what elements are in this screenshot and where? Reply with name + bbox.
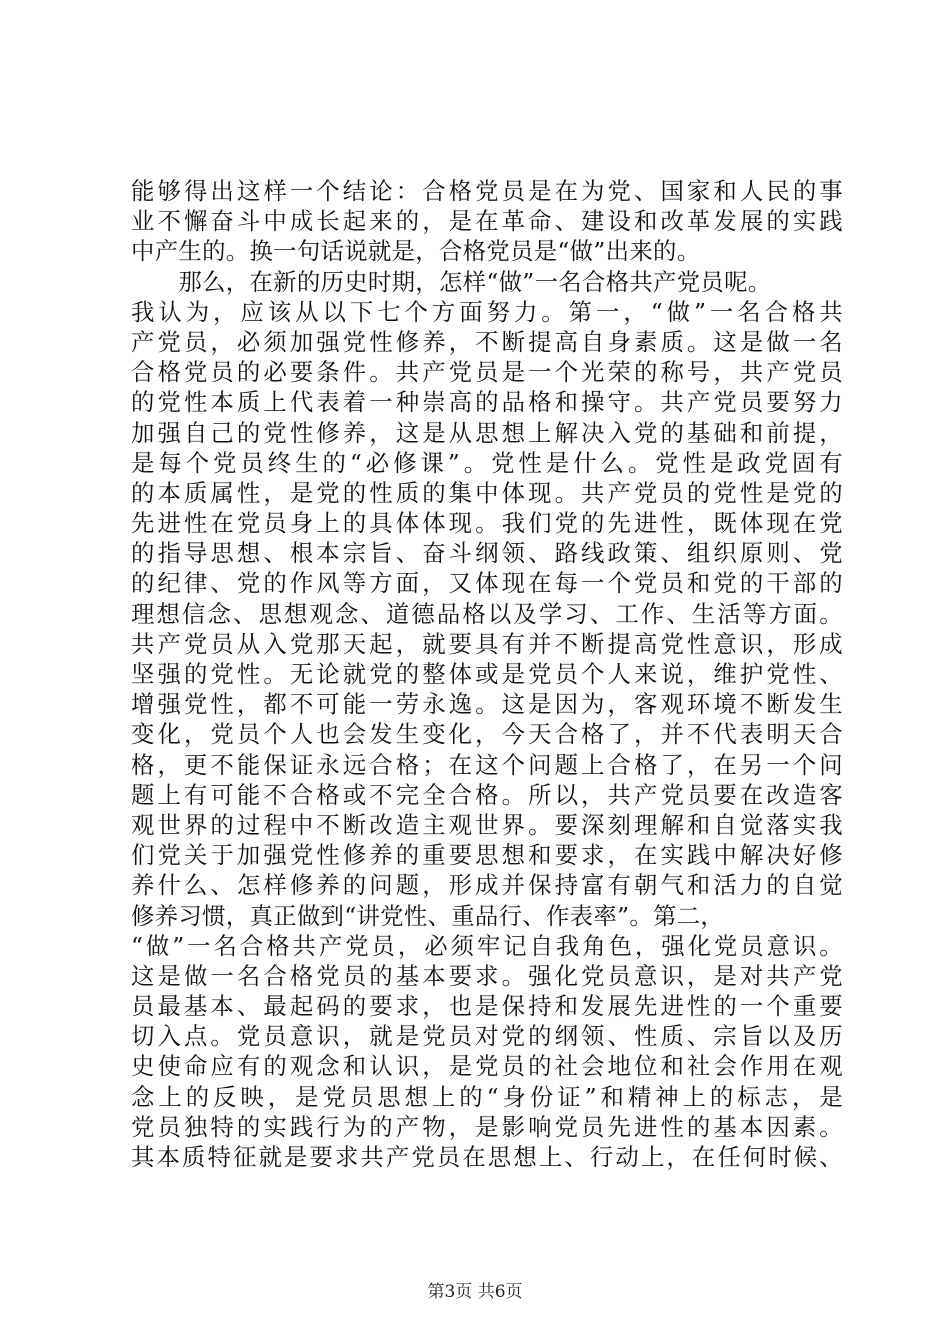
text-line: 党员独特的实践行为的产物，是影响党员先进性的基本因素。 xyxy=(131,1112,843,1141)
text-line: 合格党员的必要条件。共产党员是一个光荣的称号，共产党员 xyxy=(131,358,843,387)
text-line: 史使命应有的观念和认识，是党员的社会地位和社会作用在观 xyxy=(131,1052,843,1081)
text-line: 们党关于加强党性修养的重要思想和要求，在实践中解决好修 xyxy=(131,841,843,870)
text-line: 切入点。党员意识，就是党员对党的纲领、性质、宗旨以及历 xyxy=(131,1022,843,1051)
text-line: 格，更不能保证永远合格；在这个问题上合格了，在另一个问 xyxy=(131,750,843,779)
text-line: “做”一名合格共产党员，必须牢记自我角色，强化党员意识。 xyxy=(131,931,843,960)
text-line: 其本质特征就是要求共产党员在思想上、行动上，在任何时候、 xyxy=(131,1143,843,1171)
text-line: 业不懈奋斗中成长起来的，是在革命、建设和改革发展的实践 xyxy=(131,207,843,236)
text-line: 产党员，必须加强党性修养，不断提高自身素质。这是做一名 xyxy=(131,327,843,356)
text-line: 共产党员从入党那天起，就要具有并不断提高党性意识，形成 xyxy=(131,629,843,658)
text-line: 那么，在新的历史时期，怎样“做”一名合格共产党员呢。 xyxy=(131,267,772,296)
text-line: 变化，党员个人也会发生变化，今天合格了，并不代表明天合 xyxy=(131,720,843,749)
text-line: 先进性在党员身上的具体体现。我们党的先进性，既体现在党 xyxy=(131,509,843,538)
text-line: 加强自己的党性修养，这是从思想上解决入党的基础和前提， xyxy=(131,418,843,447)
text-line: 的党性本质上代表着一种崇高的品格和操守。共产党员要努力 xyxy=(131,388,843,417)
text-line: 理想信念、思想观念、道德品格以及学习、工作、生活等方面。 xyxy=(131,599,843,628)
text-line: 题上有可能不合格或不完全合格。所以，共产党员要在改造客 xyxy=(131,780,843,809)
text-line: 员最基本、最起码的要求，也是保持和发展先进性的一个重要 xyxy=(131,992,843,1021)
text-line: 这是做一名合格党员的基本要求。强化党员意识，是对共产党 xyxy=(131,961,843,990)
text-line: 修养习惯，真正做到“讲党性、重品行、作表率”。第二， xyxy=(131,901,725,930)
text-line: 念上的反映，是党员思想上的“身份证”和精神上的标志，是 xyxy=(131,1082,843,1111)
document-body xyxy=(131,176,843,1172)
text-line: 增强党性，都不可能一劳永逸。这是因为，客观环境不断发生 xyxy=(131,690,843,719)
text-line: 养什么、怎样修养的问题，形成并保持富有朝气和活力的自觉 xyxy=(131,871,843,900)
text-line: 的本质属性，是党的性质的集中体现。共产党员的党性是党的 xyxy=(131,478,843,507)
text-line: 是每个党员终生的“必修课”。党性是什么。党性是政党固有 xyxy=(131,448,843,477)
page-footer: 第3页 共6页 xyxy=(427,1282,523,1302)
text-line: 中产生的。换一句话说就是，合格党员是“做”出来的。 xyxy=(131,237,701,266)
text-line: 我认为，应该从以下七个方面努力。第一，“做”一名合格共 xyxy=(131,297,843,326)
text-line: 能够得出这样一个结论：合格党员是在为党、国家和人民的事 xyxy=(131,177,843,205)
text-line: 的纪律、党的作风等方面，又体现在每一个党员和党的干部的 xyxy=(131,569,843,598)
text-line: 坚强的党性。无论就党的整体或是党员个人来说，维护党性、 xyxy=(131,660,843,688)
text-line: 观世界的过程中不断改造主观世界。要深刻理解和自觉落实我 xyxy=(131,810,843,839)
text-line: 的指导思想、根本宗旨、奋斗纲领、路线政策、组织原则、党 xyxy=(131,539,843,568)
